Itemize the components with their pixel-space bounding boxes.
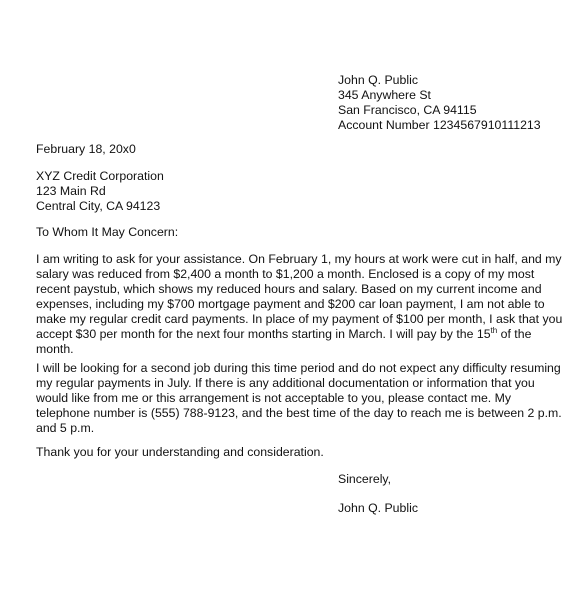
paragraph-line: salary was reduced from $2,400 a month to $1,200 a month. Enclosed is a copy of my most bbox=[36, 267, 535, 281]
recipient-street: 123 Main Rd bbox=[36, 184, 106, 198]
signature-name: John Q. Public bbox=[338, 501, 418, 515]
sender-account-number: Account Number 1234567910111213 bbox=[338, 118, 541, 132]
paragraph-line: I will be looking for a second job during this time period and do not expect any difficulty resuming bbox=[36, 361, 561, 375]
paragraph-line: expenses, including my $700 mortgage payment and $200 car loan payment, I am not able to bbox=[36, 297, 545, 311]
ordinal-superscript: th bbox=[490, 326, 498, 335]
salutation: To Whom It May Concern: bbox=[36, 225, 179, 239]
recipient-city-line: Central City, CA 94123 bbox=[36, 199, 161, 213]
sender-name: John Q. Public bbox=[338, 73, 418, 87]
paragraph-line: make my regular credit card payments. In place of my payment of $100 per month, I ask that you bbox=[36, 312, 563, 326]
paragraph-line-with-superscript bbox=[36, 327, 556, 342]
paragraph-line: I am writing to ask for your assistance. On February 1, my hours at work were cut in half, and my bbox=[36, 252, 562, 266]
body-paragraph-1 bbox=[36, 252, 563, 357]
line-text-after-superscript: of the bbox=[497, 327, 532, 341]
letter-date: February 18, 20x0 bbox=[36, 142, 136, 156]
body-paragraph-3 bbox=[36, 445, 556, 460]
paragraph-line: and 5 p.m. bbox=[36, 421, 95, 435]
paragraph-line: recent paystub, which shows my reduced hours and salary. Based on my current income and bbox=[36, 282, 542, 296]
sender-street: 345 Anywhere St bbox=[338, 88, 431, 102]
line-text-before-superscript: accept $30 per month for the next four months starting in March. I will pay by the 15 bbox=[36, 327, 491, 341]
recipient-address-block bbox=[36, 169, 164, 214]
paragraph-line: my regular payments in July. If there is any additional documentation or information that you bbox=[36, 376, 535, 390]
paragraph-line: Thank you for your understanding and consideration. bbox=[36, 445, 324, 459]
body-paragraph-2 bbox=[36, 361, 562, 436]
recipient-company: XYZ Credit Corporation bbox=[36, 169, 164, 183]
sender-city-line: San Francisco, CA 94115 bbox=[338, 103, 477, 117]
paragraph-line: would like from me or this arrangement is not acceptable to you, please contact me. My bbox=[36, 391, 512, 405]
paragraph-line: telephone number is (555) 788-9123, and the best time of the day to reach me is between 2 p.m. bbox=[36, 406, 562, 420]
sender-address-block bbox=[338, 73, 541, 133]
closing: Sincerely, bbox=[338, 472, 392, 486]
paragraph-line: month. bbox=[36, 342, 74, 356]
